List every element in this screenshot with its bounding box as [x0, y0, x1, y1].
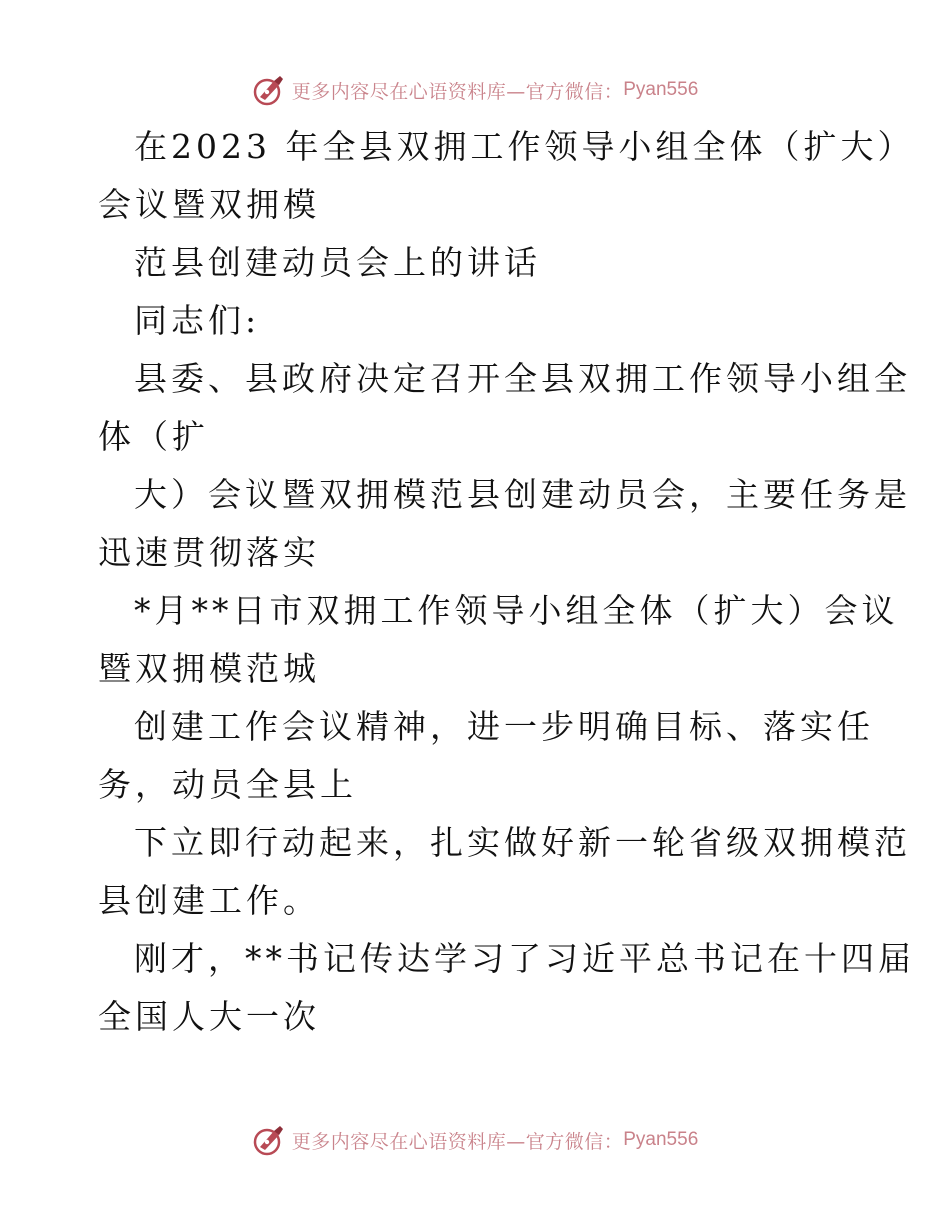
watermark-footer [0, 1120, 950, 1160]
watermark-wechat-id: Pyan556 [623, 79, 699, 100]
watermark-wechat-id: Pyan556 [623, 1129, 699, 1150]
pen-nib-logo-icon [252, 73, 286, 107]
paragraph-line: 创建工作会议精神，进一步明确目标、落实任 [134, 707, 874, 746]
title-line-1: 在2023 年全县双拥工作领导小组全体（扩大） [134, 127, 915, 166]
watermark-header [0, 70, 950, 110]
paragraph-line: 迅速贯彻落实 [98, 533, 320, 572]
paragraph-line: 县创建工作。 [98, 881, 320, 920]
paragraph-line: 大）会议暨双拥模范县创建动员会，主要任务是 [134, 475, 911, 514]
title-line-2: 会议暨双拥模 [98, 185, 320, 224]
title-line-3: 范县创建动员会上的讲话 [134, 243, 541, 282]
paragraph-line: 县委、县政府决定召开全县双拥工作领导小组全 [134, 359, 911, 398]
document-body [98, 118, 915, 1046]
paragraph-line: 暨双拥模范城 [98, 649, 320, 688]
salutation: 同志们: [134, 301, 261, 340]
paragraph-line: 体（扩 [98, 417, 209, 456]
paragraph-line: 刚才，**书记传达学习了习近平总书记在十四届 [134, 939, 915, 978]
paragraph-line: 务，动员全县上 [98, 765, 357, 804]
watermark-text: 更多内容尽在心语资料库—官方微信： [291, 1130, 624, 1153]
watermark-text: 更多内容尽在心语资料库—官方微信： [291, 80, 624, 103]
paragraph-line: 全国人大一次 [98, 997, 320, 1036]
paragraph-line: *月**日市双拥工作领导小组全体（扩大）会议 [134, 591, 899, 630]
paragraph-line: 下立即行动起来，扎实做好新一轮省级双拥模范 [134, 823, 911, 862]
pen-nib-logo-icon [252, 1123, 286, 1157]
